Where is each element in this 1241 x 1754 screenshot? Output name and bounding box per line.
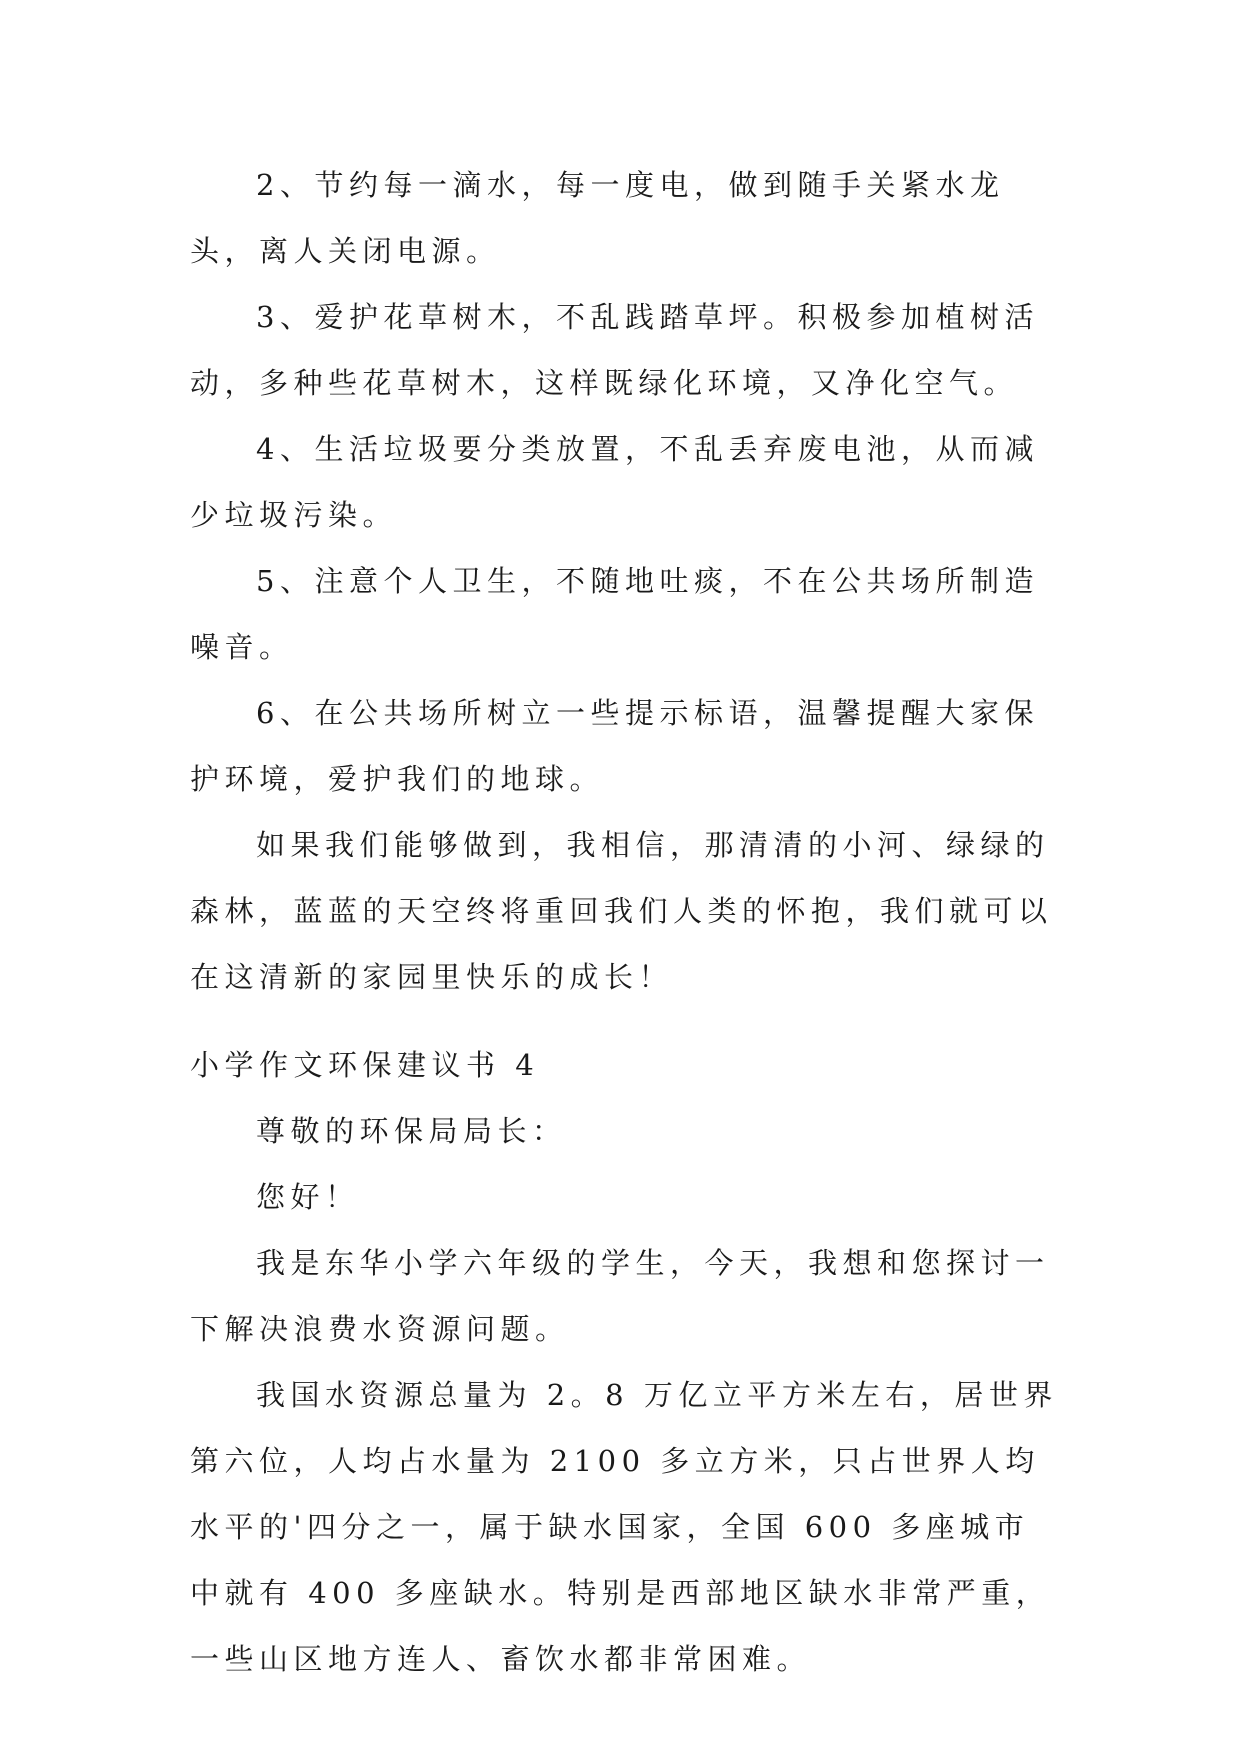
paragraph-item-6: 6、在公共场所树立一些提示标语，温馨提醒大家保护环境，爱护我们的地球。 (190, 696, 1039, 796)
letter-salutation: 尊敬的环保局局长： (256, 1114, 567, 1148)
letter-water-facts-paragraph: 我国水资源总量为 2。8 万亿立平方米左右，居世界第六位，人均占水量为 2100 多立方米，只占世界人均水平的'四分之一，属于缺水国家，全国 600 多座城市中就有 400 多座缺水。特别是西部地区缺水非常严重，一些山区地方连人、畜饮水都非常困难。 (190, 1378, 1058, 1676)
letter-greeting: 您好！ (256, 1180, 360, 1214)
paragraph-item-2: 2、节约每一滴水，每一度电，做到随手关紧水龙头，离人关闭电源。 (190, 168, 1005, 268)
paragraph-item-5: 5、注意个人卫生，不随地吐痰，不在公共场所制造噪音。 (190, 564, 1039, 664)
paragraph-item-3: 3、爱护花草树木，不乱践踏草坪。积极参加植树活动，多种些花草树木，这样既绿化环境，又净化空气。 (190, 300, 1039, 400)
paragraph-item-4: 4、生活垃圾要分类放置，不乱丢弃废电池，从而减少垃圾污染。 (190, 432, 1039, 532)
paragraph-closing: 如果我们能够做到，我相信，那清清的小河、绿绿的森林，蓝蓝的天空终将重回我们人类的怀抱，我们就可以在这清新的家园里快乐的成长！ (190, 828, 1053, 994)
letter-intro-paragraph: 我是东华小学六年级的学生，今天，我想和您探讨一下解决浪费水资源问题。 (190, 1246, 1050, 1346)
section-title: 小学作文环保建议书 4 (190, 1048, 540, 1082)
